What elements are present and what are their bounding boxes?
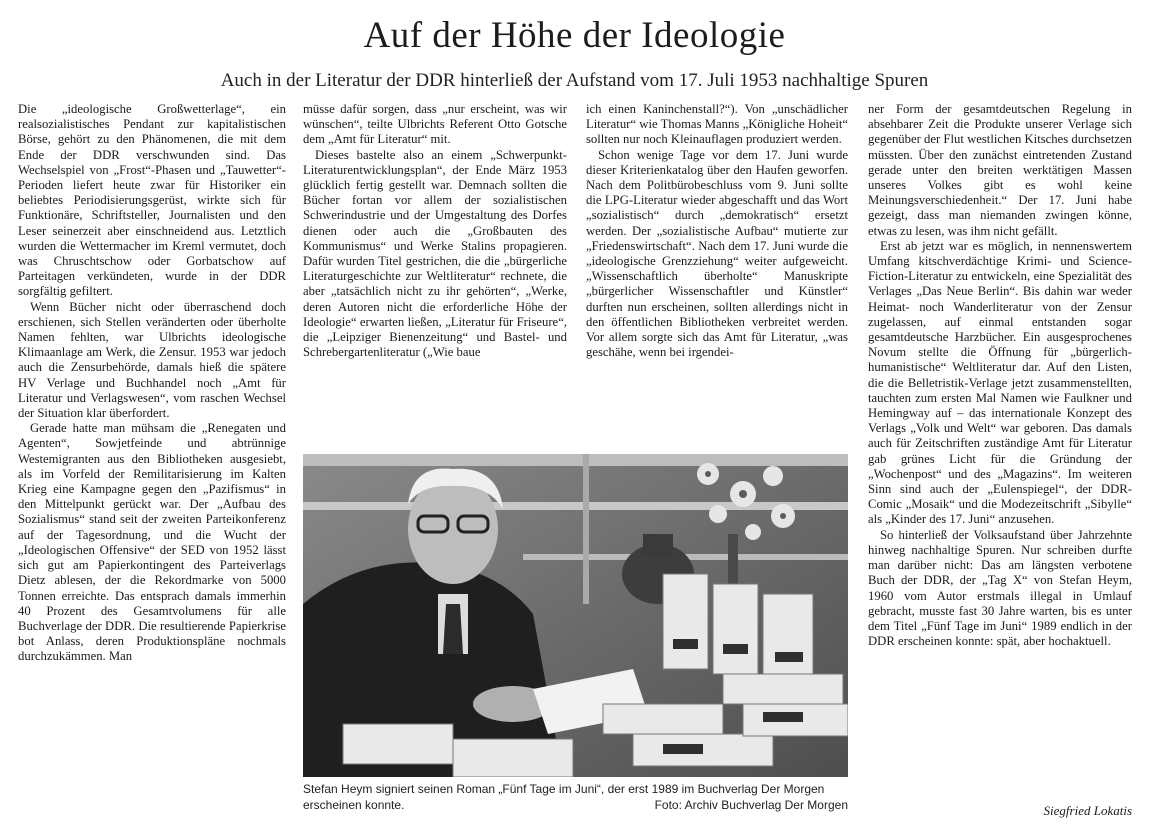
photo-illustration: [303, 454, 848, 777]
text-column-2: [303, 102, 567, 444]
text-column-4: [868, 102, 1132, 822]
author-byline: Siegfried Lokatis: [1043, 803, 1132, 818]
paragraph: Die „ideologische Großwetterlage“, ein realsozialistisches Pendant zur kapitalistischen Börse, gehört zu den Phänomenen, die mit dem Ende der DDR verschwunden sind. Das Wechselspiel von „Frost“-Phasen und „Tauwetter“-Perioden liefert heute zwar für Historiker ein beliebtes Periodisierungsgerüst, wirkte sich für Funktionäre, Schriftsteller, Journalisten und den Leser seinerzeit aber einschneidend aus. Letztlich wurden die Wettermacher im Kreml vermutet, doch was Chruschtschow oder Gorbatschow auf Parteitagen verkündeten, wurde in der DDR sorgfältig gefiltert.: [18, 102, 286, 299]
paragraph: ich einen Kaninchenstall?“). Von „unschädlicher Literatur“ wie Thomas Manns „Königliche Hoheit“ sollten nur noch Kleinauflagen produziert werden.: [586, 102, 848, 147]
article-photo: [303, 454, 848, 777]
paragraph: Erst ab jetzt war es möglich, in nennenswertem Umfang kitschverdächtige Krimi- und Science-Fiction-Literatur zu entwickeln, eine Spezialität des Verlages „Das Neue Berlin“. Bis dahin war weder Heimat- noch Wanderliteratur von der Zensur zugelassen, auf einmal entstanden sogar gesamtdeutsche Harzbücher. Ein ausgesprochenes Novum stellte die Öffnung für „bürgerlich-humanistische“ Weltliteratur dar. Auf den Listen, die die Belletristik-Verlage jetzt zusammenstellten, tauchten zum ersten Mal Namen wie Faulkner und Hemingway auf – das internationale Konzept des Verlags „Volk und Welt“ war geboren. Das damals auch für Zeitschriften zuständige Amt für Literatur gab grünes Licht für die Gründung der „Wochenpost“ und des „Magazins“. Im weiteren Sinn sind auch der „Eulenspiegel“, der DDR-Comic „Mosaik“ und die Modezeitschrift „Sibylle“ als „Kinder des 17. Juni“ anzusehen.: [868, 238, 1132, 527]
paragraph: Schon wenige Tage vor dem 17. Juni wurde dieser Kriterienkatalog über den Haufen geworfen. Nach dem Politbürobeschluss vom 9. Juni sollte die LPG-Literatur wieder abgeschafft und das Wort „sozialistisch“ durch „demokratisch“ ersetzt werden. Der „sozialistische Aufbau“ mutierte zur „Friedenswirtschaft“. Nach dem 17. Juni wurde die „ideologische Grenzziehung“ weiter aufgeweicht. „Wissenschaftlich überholte“ Manuskripte „bürgerlicher Wissenschaftler und Künstler“ durften nun erscheinen, sollten allerdings nicht in den öffentlichen Bibliotheken verbreitet werden. Vor allem sorgte sich das Amt für Literatur, „was geschähe, wenn bei irgendei-: [586, 147, 848, 360]
paragraph: Dieses bastelte also an einem „Schwerpunkt-Literaturentwicklungsplan“, der Ende März 1953 glücklich fertig gestellt war. Demnach sollten die Bücher fortan vor allem der sozialistischen Schwerindustrie und der Umgestaltung des Dorfes dienen oder auch die „Großbauten des Kommunismus“ und Werke Stalins propagieren. Dafür wurden Titel gestrichen, die die „bürgerliche Literaturgeschichte zur Weltliteratur“ rechnete, die aber „tatsächlich nicht zu ihr gehörten“, „Werke, deren Autoren nicht die erforderliche Höhe der Ideologie“ erwarten ließen, „Literatur für Friseure“, die „Leipziger Bienenzeitung“ und Bastel- und Schrebergartenliteratur („Wie baue: [303, 147, 567, 360]
paragraph: Wenn Bücher nicht oder überraschend doch erschienen, sich Stellen veränderten oder überholte Namen fehlten, war Ulbrichts ideologische Klimaanlage am Werk, die Zensur. 1953 war jedoch auch die Zensurbehörde, damals hieß die spätere HV Verlage und Buchhandel noch „Amt für Literatur und Verlagswesen“, vom raschen Wechsel der Situation klar überfordert.: [18, 299, 286, 421]
paragraph: So hinterließ der Volksaufstand über Jahrzehnte hinweg nachhaltige Spuren. Nur schreiben durfte man darüber nicht: Das am längsten verbotene Buch der DDR, der „Tag X“ von Stefan Heym, 1960 vom Autor erstmals illegal in Umlauf gebracht, musste fast 30 Jahre warten, bis es unter dem Titel „Fünf Tage im Juni“ 1989 endlich in der DDR erscheinen konnte: spät, aber hochaktuell.: [868, 527, 1132, 649]
article-subheadline: Auch in der Literatur der DDR hinterließ der Aufstand vom 17. Juli 1953 nachhaltige Spuren: [220, 70, 929, 91]
text-column-1: [18, 102, 286, 822]
text-column-3: [586, 102, 848, 444]
paragraph: müsse dafür sorgen, dass „nur erscheint, was wir wünschen“, teilte Ulbrichts Referent Otto Gotsche dem „Amt für Literatur“ mit.: [303, 102, 567, 147]
photo-caption: [303, 781, 848, 813]
caption-text: Stefan Heym signiert seinen Roman „Fünf Tage im Juni“, der erst 1989 im Buchverlag Der Morgen erscheinen konnte.: [303, 782, 825, 812]
paragraph: ner Form der gesamtdeutschen Regelung in absehbarer Zeit die Produkte unserer Verlage sich gegenüber der Flut westlichen Kitsches durchsetzen müssten. Über den zunächst eintretenden Zustand gerade unter den breiten werktätigen Massen unseres Volkes gibt es wohl keine Meinungsverschiedenheit.“ Der 17. Juni habe gezeigt, dass man niemanden zwingen könne, etwas zu lesen, was ihm nicht gefällt.: [868, 102, 1132, 238]
article-headline: Auf der Höhe der Ideologie: [363, 15, 786, 56]
paragraph: Gerade hatte man mühsam die „Renegaten und Agenten“, Sowjetfeinde und abtrünnige Westemigranten aus den Bibliotheken ausgesiebt, als im Vorfeld der Remilitarisierung im Kalten Krieg eine Kampagne gegen den „Pazifismus“ in den Mittelpunkt gerückt war. Der „Aufbau des Sozialismus“ stand seit der zweiten Parteikonferenz auf der Tagesordnung, und die Wucht der „Ideologischen Offensive“ der SED von 1952 lässt sich gut am Papierkontingent des Parteiverlags Dietz ablesen, der die Rekordmarke von 5000 Tonnen erreichte. Das entsprach damals immerhin 40 Prozent des Gesamtvolumens für alle Buchverlage der DDR. Die resultierende Papierkrise bot Anlass, deren Produktionspläne nochmals durchzukämmen. Man: [18, 421, 286, 664]
photo-credit: Foto: Archiv Buchverlag Der Morgen: [654, 798, 848, 812]
